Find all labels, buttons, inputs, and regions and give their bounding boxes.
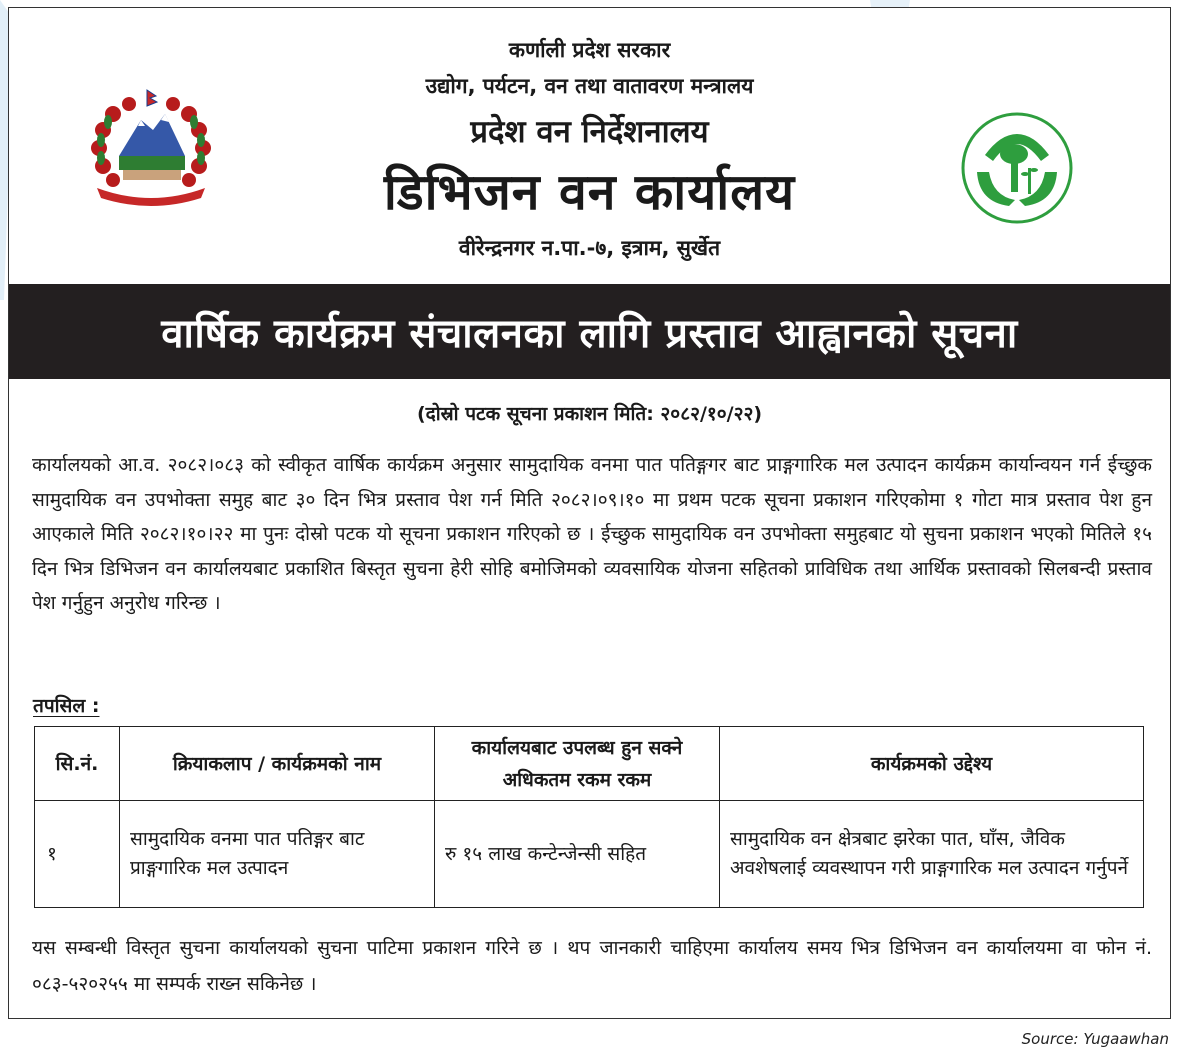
- notice-frame: [8, 7, 1171, 1019]
- publication-date: (दोस्रो पटक सूचना प्रकाशन मिति: २०८२/१०/२२): [416, 403, 763, 425]
- office-address: वीरेन्द्रनगर न.पा.-७, इत्राम, सुर्खेत: [458, 236, 721, 260]
- cell-objective: सामुदायिक वन क्षेत्रबाट झरेका पात, घाँस, जैविक अवशेषलाई व्यवस्थापन गरी प्राङ्गगारिक मल उत्पादन गर्नुपर्ने: [720, 801, 1144, 908]
- cell-max-amount: रु १५ लाख कन्टेन्जेन्सी सहित: [435, 801, 720, 908]
- notice-footer-paragraph: यस सम्बन्धी विस्तृत सुचना कार्यालयको सुचना पाटिमा प्रकाशन गरिने छ । थप जानकारी चाहिएमा कार्यालय समय भित्र डिभिजन वन कार्यालयमा वा फोन नं. ०८३-५२०२५५ मा सम्पर्क राख्न सकिनेछ ।: [32, 937, 1152, 995]
- notice-header: [9, 8, 1170, 284]
- header-max-amount: कार्यालयबाट उपलब्ध हुन सक्ने अधिकतम रकम रकम: [435, 727, 720, 801]
- forest-logo-icon: [959, 110, 1075, 226]
- program-table: [34, 726, 1144, 908]
- directorate-name: प्रदेश वन निर्देशनालय: [470, 114, 709, 150]
- header-objective: कार्यक्रमको उद्देश्य: [720, 727, 1144, 801]
- header-activity-name: क्रियाकलाप / कार्यक्रमको नाम: [120, 727, 435, 801]
- details-label: तपसिल :: [33, 695, 100, 717]
- cell-serial-number: १: [35, 801, 120, 908]
- header-serial-number: सि.नं.: [35, 727, 120, 801]
- notice-title: वार्षिक कार्यक्रम संचालनका लागि प्रस्ताव आह्वानको सूचना: [161, 311, 1018, 357]
- notice-body-paragraph: कार्यालयको आ.व. २०८२।०८३ को स्वीकृत वार्षिक कार्यक्रम अनुसार सामुदायिक वनमा पात पतिङ्गगर बाट प्राङ्गगारिक मल उत्पादन कार्यक्रम कार्यान्वयन गर्न ईच्छुक सामुदायिक वन उपभोक्ता समुह बाट ३० दिन भित्र प्रस्ताव पेश गर्न मिति २०८२।०९।१० मा प्रथम पटक सूचना प्रकाशन गरिएकोमा १ गोटा मात्र प्रस्ताव पेश हुन आएकाले मिति २०८२।१०।२२ मा पुनः दोस्रो पटक यो सूचना प्रकाशन गरिएको छ । ईच्छुक सामुदायिक वन उपभोक्ता समुहबाट यो सुचना प्रकाशन भएको मितिले १५ दिन भित्र डिभिजन वन कार्यालयबाट प्रकाशित बिस्तृत सुचना हेरी सोहि बमोजिमको व्यवसायिक योजना सहितको प्राविधिक तथा आर्थिक प्रस्तावको सिलबन्दी प्रस्ताव पेश गर्नुहुन अनुरोध गरिन्छ ।: [32, 454, 1152, 614]
- table-row: [35, 801, 1144, 908]
- office-name: डिभिजन वन कार्यालय: [383, 163, 796, 221]
- notice-title-banner: [9, 284, 1170, 379]
- government-name: कर्णाली प्रदेश सरकार: [508, 38, 671, 62]
- ministry-name: उद्योग, पर्यटन, वन तथा वातावरण मन्त्रालय: [425, 74, 754, 98]
- source-credit: Source: Yugaawhan: [1021, 1030, 1169, 1048]
- table-header-row: [35, 727, 1144, 801]
- cell-activity-name: सामुदायिक वनमा पात पतिङ्गर बाट प्राङ्गगारिक मल उत्पादन: [120, 801, 435, 908]
